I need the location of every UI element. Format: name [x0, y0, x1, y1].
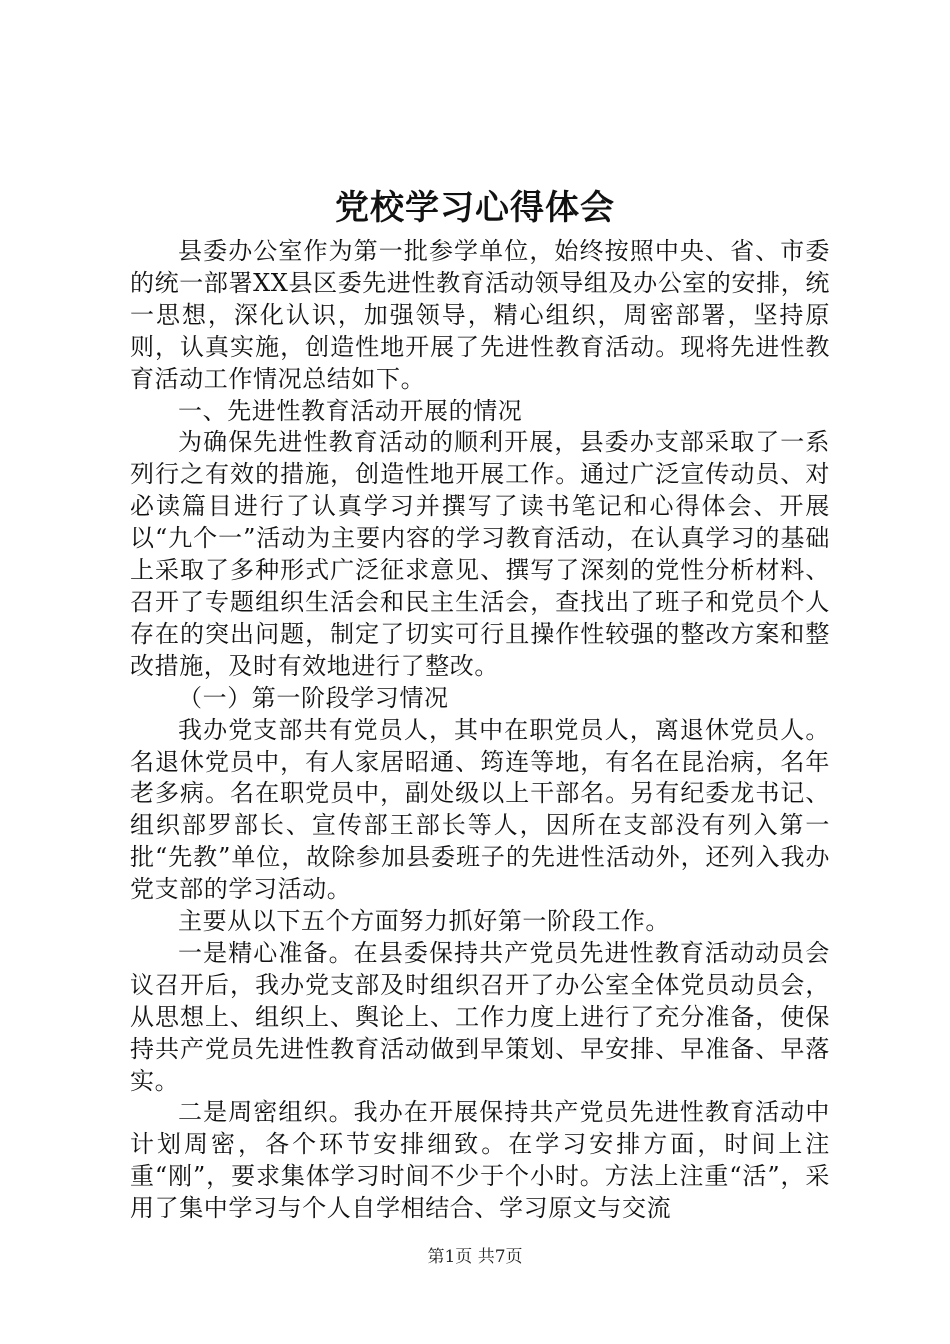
page-footer: 第1页 共7页: [427, 1247, 523, 1267]
paragraph-measures: 为确保先进性教育活动的顺利开展，县委办支部采取了一系列行之有效的措施，创造性地开展工作。通过广泛宣传动员、对必读篇目进行了认真学习并撰写了读书笔记和心得体会、开展以“九个一”活动为主要内容的学习教育活动，在认真学习的基础上采取了多种形式广泛征求意见、撰写了深刻的党性分析材料、召开了专题组织生活会和民主生活会，查找出了班子和党员个人存在的突出问题，制定了切实可行且操作性较强的整改方案和整改措施，及时有效地进行了整改。: [130, 428, 830, 680]
paragraph-members: 我办党支部共有党员人，其中在职党员人，离退休党员人。名退休党员中，有人家居昭通、筠连等地，有名在昆治病，名年老多病。名在职党员中，副处级以上干部名。另有纪委龙书记、组织部罗部长、宣传部王部长等人，因所在支部没有列入第一批“先教”单位，故除参加县委班子的先进性活动外，还列入我办党支部的学习活动。: [130, 715, 830, 904]
section-heading-1: 一、先进性教育活动开展的情况: [178, 396, 523, 425]
paragraph-five-aspects: 主要从以下五个方面努力抓好第一阶段工作。: [178, 907, 670, 936]
document-title: 党校学习心得体会: [335, 188, 615, 228]
paragraph-organization: 二是周密组织。我办在开展保持共产党员先进性教育活动中计划周密，各个环节安排细致。在学习安排方面，时间上注重“刚”，要求集体学习时间不少于个小时。方法上注重“活”，采用了集中学习与个人自学相结合、学习原文与交流: [130, 1098, 830, 1223]
paragraph-intro: 县委办公室作为第一批参学单位，始终按照中央、省、市委的统一部署XX县区委先进性教育活动领导组及办公室的安排，统一思想，深化认识，加强领导，精心组织，周密部署，坚持原则，认真实施，创造性地开展了先进性教育活动。现将先进性教育活动工作情况总结如下。: [130, 237, 830, 393]
subsection-heading-1: （一）第一阶段学习情况: [178, 683, 449, 712]
document-body: [130, 236, 830, 1225]
paragraph-preparation: 一是精心准备。在县委保持共产党员先进性教育活动动员会议召开后，我办党支部及时组织召开了办公室全体党员动员会，从思想上、组织上、舆论上、工作力度上进行了充分准备，使保持共产党员先进性教育活动做到早策划、早安排、早准备、早落实。: [130, 938, 830, 1095]
